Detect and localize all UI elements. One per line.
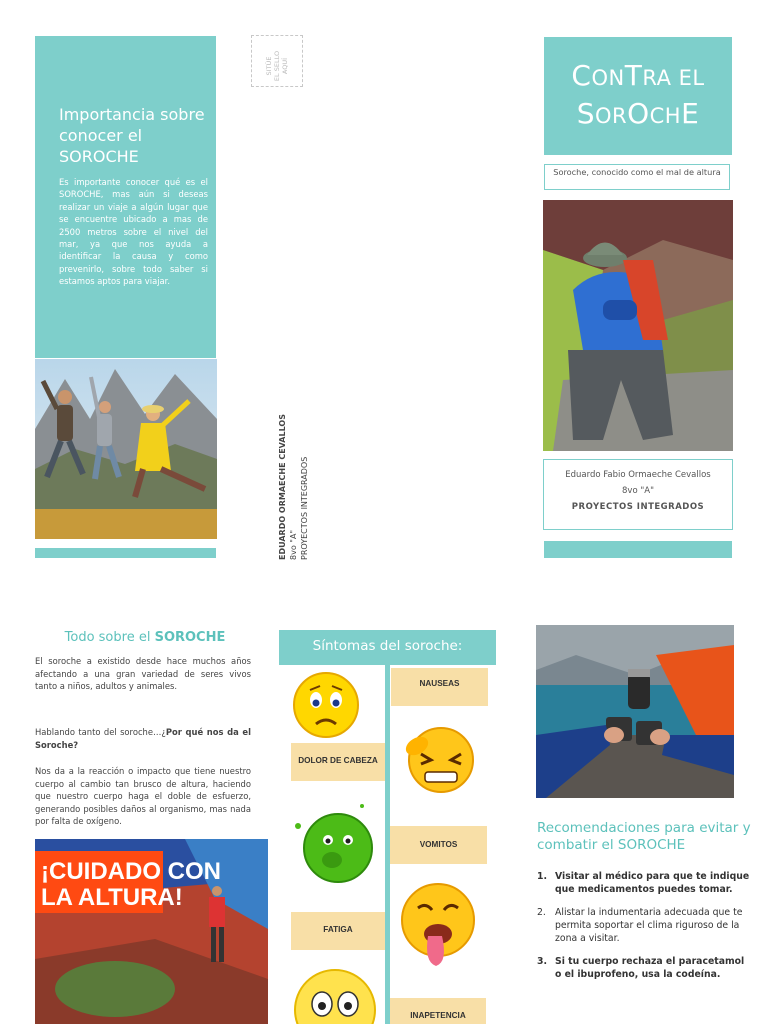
address-name: EDUARDO ORMAECHE CEVALLOS [278, 414, 287, 560]
mailing-address [277, 414, 310, 560]
altitude-warning-image [35, 839, 268, 1024]
worried-face-icon [292, 966, 382, 1024]
cover-footer-bar [544, 541, 732, 558]
altitude-banner-line1: ¡CUIDADO CON [41, 858, 221, 885]
symptoms-title: Síntomas del soroche: [279, 630, 496, 665]
symptom-label-inapetencia: INAPETENCIA [390, 998, 486, 1024]
exhausted-face-icon [396, 878, 486, 970]
headache-face-icon [395, 724, 485, 794]
about-paragraph-3: Nos da a la reacción o impacto que tiene nuestro cuerpo al cambio tan brusco de altura, haciendo que nuestro cuerpo haga el doble de esfuerzo, generando posibles daños al organismo, mas nada por falta de oxígeno. [35, 766, 251, 827]
recommendations-title: Recomendaciones para evitar y combatir el SOROCHE [537, 820, 751, 853]
symptom-label-nauseas: NAUSEAS [391, 668, 488, 706]
cover-title: CONTRA EL SOROCHE [571, 59, 705, 130]
importance-title: Importancia sobre conocer el SOROCHE [59, 105, 205, 166]
cover-subject: PROYECTOS INTEGRADOS [571, 502, 705, 512]
list-item: 1. Visitar al médico para que te indique que medicamentos puedes tomar. [537, 871, 750, 895]
cover-author: Eduardo Fabio Ormaeche Cevallos [565, 470, 711, 480]
sick-hiker-photo [543, 200, 733, 451]
importance-text: Es importante conocer qué es el SOROCHE, mas aún si deseas realizar un viaje a algún lugar que se encuentre ubicado a mas de 2500 metros sobre el nivel del mar, ya que nos ayuda a identificar la causa y como prevenirlo, sobre todo saber si estamos aptos para viajar. [59, 177, 208, 287]
cover-author-box [543, 459, 733, 530]
symptom-label-headache: DOLOR DE CABEZA [291, 743, 385, 781]
address-subject: PROYECTOS INTEGRADOS [300, 456, 309, 560]
address-grade: 8vo "A" [289, 529, 298, 560]
about-title: Todo sobre el SOROCHE [64, 630, 226, 645]
list-item: 2. Alistar la indumentaria adecuada que te permita soportar el clima riguroso de la zona a visitar. [537, 907, 743, 944]
stamp-text: SITÚE EL SELLO AQUÍ [265, 50, 289, 82]
symptom-label-vomitos: VOMITOS [390, 826, 487, 864]
altitude-banner-line2: LA ALTURA! [41, 884, 183, 911]
jumping-friends-photo [35, 359, 217, 539]
sad-face-icon [292, 670, 360, 740]
cover-grade: 8vo "A" [622, 486, 654, 496]
symptom-label-fatiga: FATIGA [291, 912, 385, 950]
thermos-tea-photo [536, 625, 734, 798]
list-item: 3. Si tu cuerpo rechaza el paracetamol o el ibuprofeno, usa la codeína. [537, 956, 745, 980]
about-paragraph-1: El soroche a existido desde hace muchos años afectando a una gran variedad de seres vivos tanto a niños, adultos y animales. [35, 656, 251, 692]
cover-subtitle: Soroche, conocido como el mal de altura [544, 164, 730, 190]
recommendations-list [537, 870, 752, 991]
nauseous-green-face-icon [290, 800, 380, 886]
about-paragraph-2: Hablando tanto del soroche…¿Por qué nos da el Soroche? [35, 727, 251, 750]
panel-footer-bar [35, 548, 216, 558]
